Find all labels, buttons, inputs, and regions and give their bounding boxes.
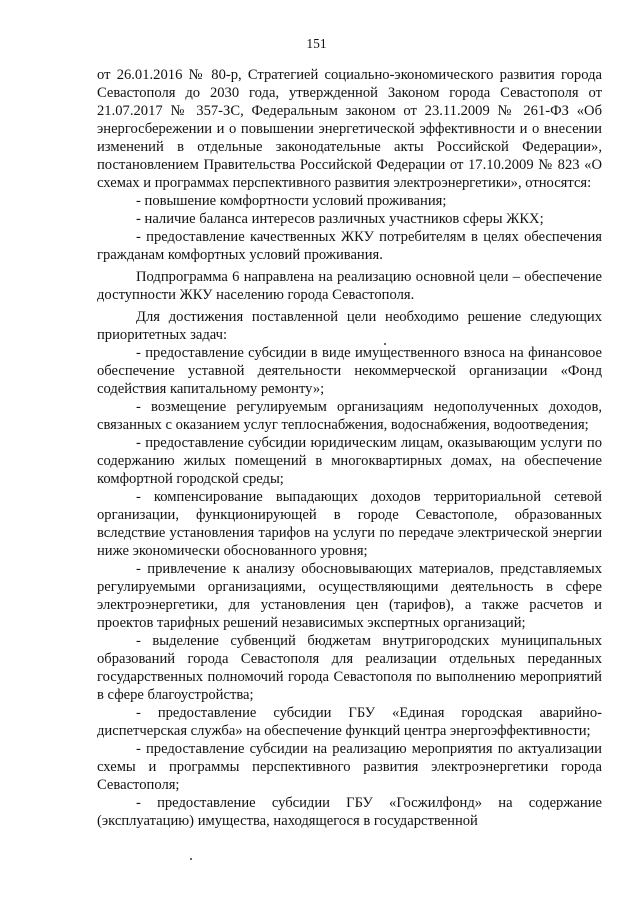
paragraph-subprogram-goal: Подпрограмма 6 направлена на реализацию основной цели – обеспечение доступности ЖКУ населению города Севастополя. — [97, 269, 602, 303]
list-item: - предоставление субсидии на реализацию мероприятия по актуализации схемы и программы перспективного развития электроэнергетики города Севастополя; — [97, 741, 602, 793]
list-item: - предоставление субсидии ГБУ «Госжилфонд» на содержание (эксплуатацию) имущества, находящегося в государственной — [97, 795, 602, 829]
list-item: - привлечение к анализу обосновывающих материалов, представляемых регулируемыми организациями, осуществляющими деятельность в сфере электроэнергетики, для установления цен (тарифов), а также расчетов и проектов тарифных решений независимых экспертных организаций; — [97, 561, 602, 631]
list-item: - предоставление качественных ЖКУ потребителям в целях обеспечения гражданам комфортных условий проживания. — [97, 229, 602, 263]
list-item: - предоставление субсидии юридическим лицам, оказывающим услуги по содержанию жилых помещений в многоквартирных домах, на обеспечение комфортной городской среды; — [97, 435, 602, 487]
list-item: - выделение субвенций бюджетам внутригородских муниципальных образований города Севастополя для реализации отдельных переданных государственных полномочий города Севастополя по выполнению мероприятий в сфере благоустройства; — [97, 633, 602, 703]
list-item: - возмещение регулируемым организациям недополученных доходов, связанных с оказанием услуг теплоснабжения, водоснабжения, водоотведения; — [97, 399, 602, 433]
paragraph-tasks-intro: Для достижения поставленной цели необходимо решение следующих приоритетных задач: — [97, 309, 602, 343]
list-item: - компенсирование выпадающих доходов территориальной сетевой организации, функционирующей в городе Севастополе, образованных вследствие установления тарифов на услуги по передаче электрической энергии ниже экономически обоснованного уровня; — [97, 489, 602, 559]
list-item: - предоставление субсидии ГБУ «Единая городская аварийно-диспетчерская служба» на обеспечение функций центра энергоэффективности; — [97, 705, 602, 739]
list-item: - повышение комфортности условий проживания; — [136, 193, 447, 209]
page-number: 151 — [306, 36, 327, 51]
document-body — [97, 66, 602, 830]
list-item: - предоставление субсидии в виде имущественного взноса на финансовое обеспечение уставной деятельности некоммерческой организации «Фонд содействия капитальному ремонту»; — [97, 345, 602, 397]
paragraph-intro: от 26.01.2016 № 80-р, Стратегией социально-экономического развития города Севастополя до 2030 года, утвержденной Законом города Севастополя от 21.07.2017 № 357-ЗС, Федеральным законом от 23.11.2009 № 261-ФЗ «Об энергосбережении и о повышении энергетической эффективности и о внесении изменений в отдельные законодательные акты Российской Федерации», постановлением Правительства Российской Федерации от 17.10.2009 № 823 «О схемах и программах перспективного развития электроэнергетики», относятся: — [97, 67, 602, 191]
scan-speck — [384, 343, 386, 345]
list-item: - наличие баланса интересов различных участников сферы ЖКХ; — [136, 211, 544, 227]
scan-speck — [190, 858, 192, 860]
